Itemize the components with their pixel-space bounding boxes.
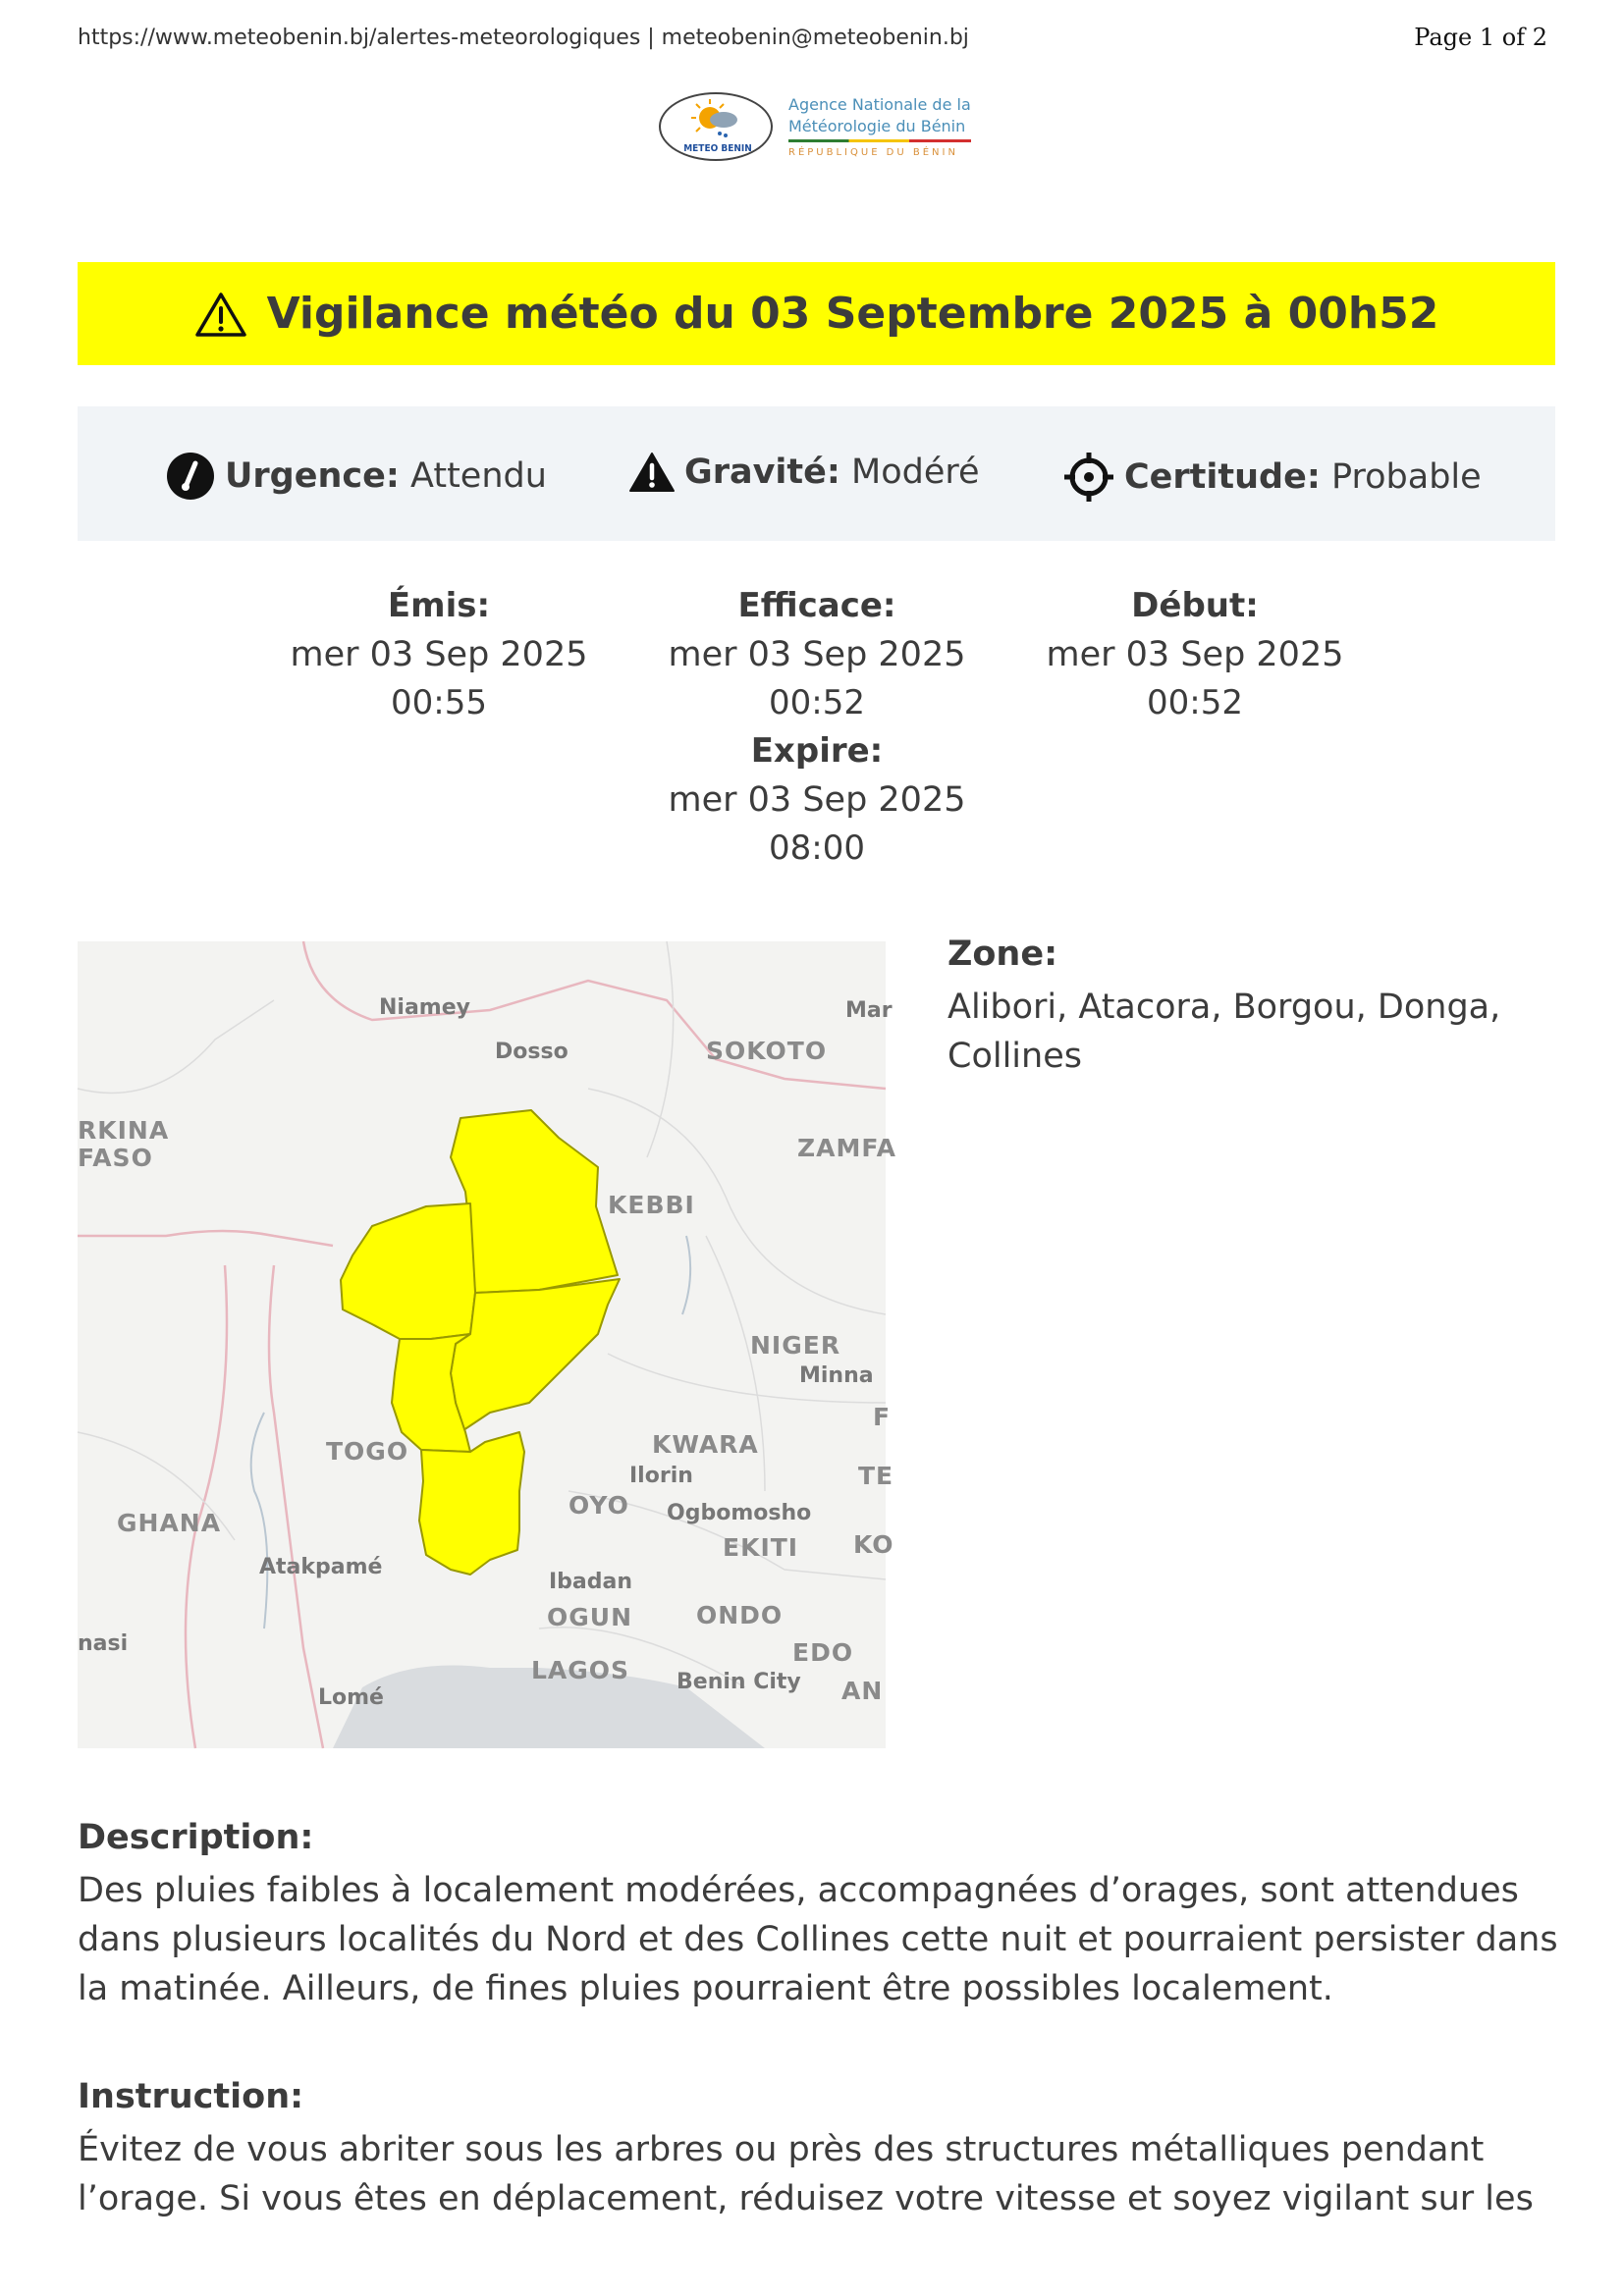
map-label-burkina: RKINA [78, 1116, 170, 1145]
instruction-text: Évitez de vous abriter sous les arbres ou près des structures métalliques pendant l’orage. Si vous êtes en déplacement, réduisez votre vitesse et soyez vigilant sur les [78, 2130, 1534, 2218]
zone-value: Alibori, Atacora, Borgou, Donga, Collines [947, 988, 1501, 1076]
onset-day: mer 03 Sep 2025 [1046, 635, 1344, 674]
map-label-mar: Mar [845, 998, 893, 1023]
logo-republic: RÉPUBLIQUE DU BÉNIN [788, 147, 958, 158]
map-label-lagos: LAGOS [531, 1656, 630, 1684]
map-label-zamfara: ZAMFA [797, 1134, 896, 1162]
map-label-niger: NIGER [750, 1331, 841, 1360]
alert-map [78, 941, 896, 1748]
effective-time: 00:52 [769, 683, 865, 722]
map-label-atakpame: Atakpamé [259, 1555, 383, 1579]
map-label-lome: Lomé [318, 1685, 384, 1710]
issued-label: Émis: [387, 586, 491, 625]
map-label-ondo: ONDO [696, 1601, 784, 1629]
expires-date [640, 726, 994, 872]
map-label-kumasi: nasi [78, 1631, 129, 1656]
logo-agency-line1: Agence Nationale de la [788, 95, 971, 114]
map-label-kwara: KWARA [652, 1430, 759, 1459]
effective-day: mer 03 Sep 2025 [668, 635, 966, 674]
map-label-ogbomosho: Ogbomosho [667, 1501, 812, 1525]
onset-time: 00:52 [1147, 683, 1243, 722]
page-number: Page 1 of 2 [1414, 24, 1547, 51]
logo-oval [659, 92, 773, 161]
meteo-benin-logo [659, 90, 973, 169]
expires-time: 08:00 [769, 828, 865, 868]
map-label-benin-city: Benin City [677, 1670, 801, 1694]
certainty-item [1063, 452, 1482, 503]
map-label-kebbi: KEBBI [608, 1191, 695, 1219]
map-label-te: TE [858, 1462, 894, 1490]
alert-meta-box [78, 406, 1555, 541]
issued-day: mer 03 Sep 2025 [290, 635, 588, 674]
issued-time: 00:55 [391, 683, 487, 722]
map-label-edo: EDO [792, 1638, 854, 1667]
onset-date [1018, 581, 1372, 726]
map-label-f: F [873, 1403, 892, 1431]
map-label-sokoto: SOKOTO [706, 1037, 828, 1065]
severity-value: Modéré [851, 453, 980, 492]
expires-day: mer 03 Sep 2025 [668, 780, 966, 820]
severity-item [629, 452, 980, 493]
alert-banner [78, 262, 1555, 365]
map-label-togo: TOGO [326, 1437, 409, 1466]
logo-agency-line2: Météorologie du Bénin [788, 117, 966, 135]
map-label-dosso: Dosso [495, 1040, 568, 1064]
issued-date [262, 581, 616, 726]
certainty-label: Certitude: [1124, 457, 1321, 497]
description-label: Description: [78, 1818, 314, 1857]
map-label-ilorin: Ilorin [629, 1464, 693, 1488]
description-text: Des pluies faibles à localement modérées, accompagnées d’orages, sont attendues dans plusieurs localités du Nord et des Collines cette nuit et pourraient persister dans la matinée. Ailleurs, de fines pluies pourraient être possibles localement. [78, 1871, 1558, 2008]
instruction-label: Instruction: [78, 2077, 304, 2116]
urgency-item [166, 452, 547, 501]
certainty-value: Probable [1331, 457, 1482, 497]
urgency-value: Attendu [410, 456, 547, 496]
map-label-ekiti: EKITI [723, 1533, 799, 1562]
logo-agency-name [788, 94, 971, 137]
severity-label: Gravité: [684, 453, 840, 492]
gauge-icon [166, 452, 215, 501]
alert-title: Vigilance météo du 03 Septembre 2025 à 00h52 [266, 289, 1439, 339]
map-label-ogun: OGUN [547, 1603, 632, 1631]
effective-date [640, 581, 994, 726]
map-label-ghana: GHANA [117, 1509, 222, 1537]
zone-label: Zone: [947, 934, 1058, 974]
header-url: https://www.meteobenin.bj/alertes-meteorologiques | meteobenin@meteobenin.bj [78, 26, 969, 50]
crosshair-icon [1063, 452, 1114, 503]
exclamation-triangle-icon [629, 452, 675, 493]
map-label-faso: FASO [78, 1144, 153, 1172]
map-label-minna: Minna [799, 1363, 874, 1388]
onset-label: Début: [1131, 586, 1259, 625]
urgency-label: Urgence: [225, 456, 400, 496]
map-label-ibadan: Ibadan [549, 1570, 633, 1594]
map-label-kogi: KO [853, 1530, 894, 1559]
map-label-oyo: OYO [568, 1491, 629, 1520]
logo-flag-rule [788, 139, 971, 142]
map-label-niamey: Niamey [379, 995, 470, 1020]
expires-label: Expire: [750, 731, 884, 771]
warning-triangle-icon [194, 291, 247, 338]
effective-label: Efficace: [737, 586, 896, 625]
map-label-anambra: AN [841, 1677, 884, 1705]
logo-brand: METEO BENIN [683, 143, 752, 154]
